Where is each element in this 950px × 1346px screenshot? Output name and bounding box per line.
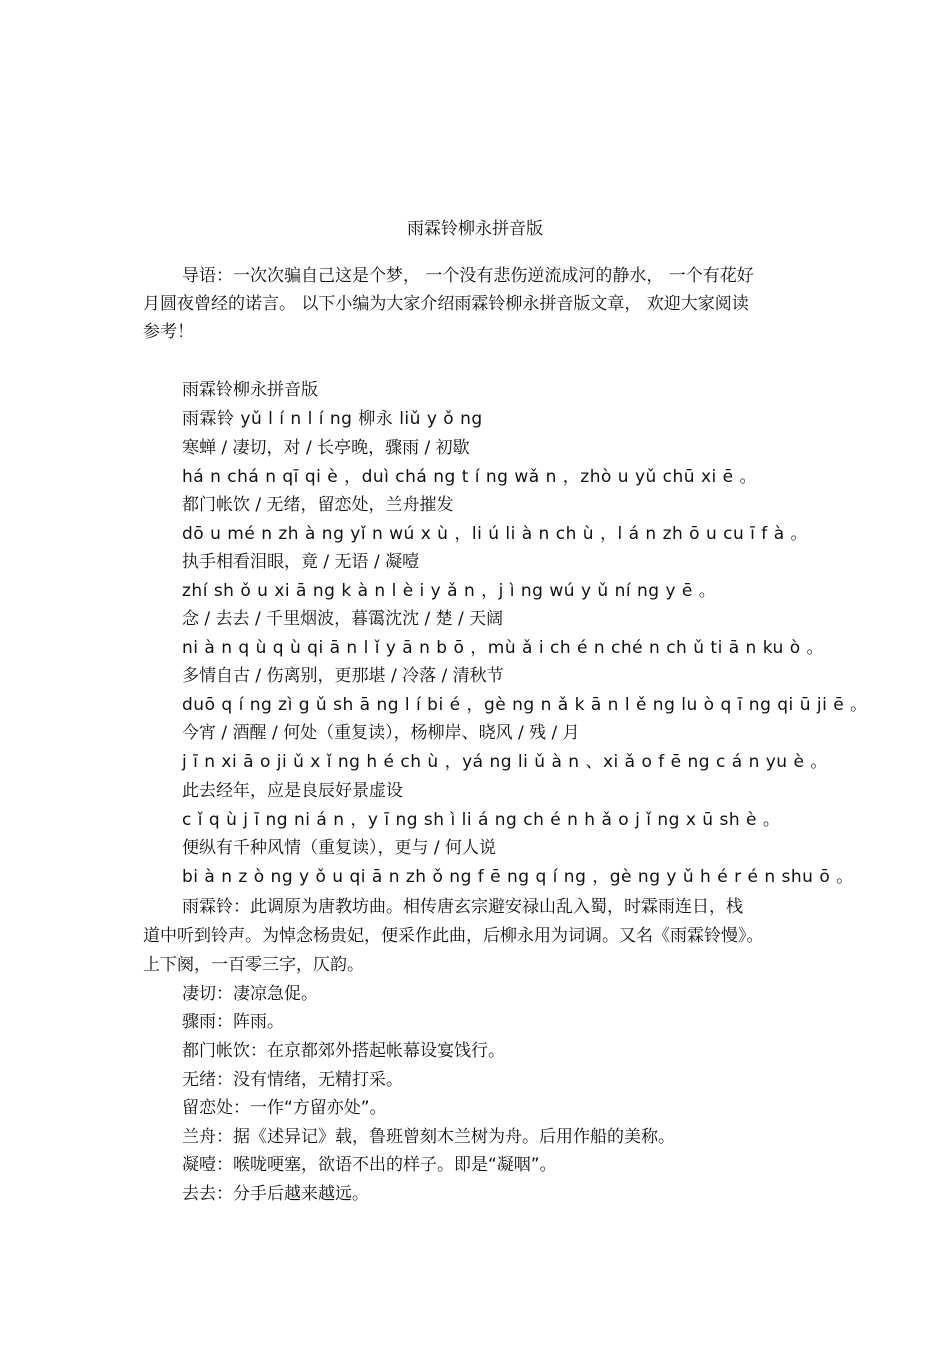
- poem-line-4: 念 / 去去 / 千里烟波，暮霭沈沈 / 楚 / 天阔: [182, 609, 504, 629]
- note-5: 留恋处：一作“方留亦处”。: [182, 1098, 387, 1118]
- note-4: 无绪：没有情绪，无精打采。: [182, 1070, 403, 1090]
- poem-title-pinyin: 雨霖铃 yǔ l í n l í ng 柳永 liǔ y ǒ ng: [182, 409, 483, 429]
- note-6: 兰舟：据《述异记》载，鲁班曾刻木兰树为舟。后用作船的美称。: [182, 1127, 675, 1147]
- note-intro-line-2: 道中听到铃声。为悼念杨贵妃，便采作此曲，后柳永用为词调。又名《雨霖铃慢》。: [143, 926, 764, 946]
- poem-line-1: 寒蝉 / 凄切，对 / 长亭晚，骤雨 / 初歇: [182, 438, 470, 458]
- poem-pinyin-3: zhí sh ǒ u xi ā ng k à n l è i y ǎ n ，j ì ng wú y ǔ ní ng y ē 。: [182, 581, 717, 601]
- poem-line-3: 执手相看泪眼，竟 / 无语 / 凝噎: [182, 552, 420, 572]
- note-2: 骤雨：阵雨。: [182, 1012, 284, 1032]
- poem-pinyin-2: dō u mé n zh à ng yǐ n wú x ù ，li ú li à n ch ù ，l á n zh ō u cu ī f à 。: [182, 524, 809, 544]
- intro-line-2: 月圆夜曾经的诺言。 以下小编为大家介绍雨霖铃柳永拼音版文章， 欢迎大家阅读: [143, 294, 749, 314]
- note-3: 都门帐饮：在京都郊外搭起帐幕设宴饯行。: [182, 1041, 505, 1061]
- poem-pinyin-1: há n chá n qī qi è ，duì chá ng t í ng wǎ n ，zhò u yǔ chū xi ē 。: [182, 467, 758, 487]
- poem-pinyin-6: j ī n xi ā o ji ǔ x ǐ ng h é ch ù ，yá ng li ǔ à n 、xi ǎ o f ē ng c á n yu è 。: [182, 752, 828, 772]
- poem-pinyin-7: c ǐ q ù j ī ng ni á n ，y ī ng sh ì li á ng ch é n h ǎ o j ǐ ng x ū sh è 。: [182, 810, 781, 830]
- poem-line-5: 多情自古 / 伤离别，更那堪 / 冷落 / 清秋节: [182, 666, 504, 686]
- poem-pinyin-4: ni à n q ù q ù qi ā n l ǐ y ā n b ō ，mù ǎ i ch é n ché n ch ǔ ti ā n ku ò 。: [182, 638, 824, 658]
- intro-line-3: 参考！: [143, 322, 194, 342]
- note-1: 凄切：凄凉急促。: [182, 984, 318, 1004]
- note-7: 凝噎：喉咙哽塞，欲语不出的样子。即是“凝咽”。: [182, 1155, 557, 1175]
- poem-pinyin-8: bi à n z ò ng y ǒ u qi ā n zh ǒ ng f ē ng q í ng ，gè ng y ǔ h é r é n shu ō 。: [182, 867, 854, 887]
- note-8: 去去：分手后越来越远。: [182, 1184, 369, 1204]
- intro-line-1: 导语：一次次骗自己这是个梦， 一个没有悲伤逆流成河的静水， 一个有花好: [182, 266, 754, 286]
- poem-line-6: 今宵 / 酒醒 / 何处（重复读），杨柳岸、晓风 / 残 / 月: [182, 723, 580, 743]
- document-title: 雨霖铃柳永拼音版: [407, 219, 543, 239]
- poem-line-2: 都门帐饮 / 无绪，留恋处，兰舟摧发: [182, 495, 454, 515]
- note-intro-line-3: 上下阕，一百零三字，仄韵。: [143, 955, 364, 975]
- poem-pinyin-5: duō q í ng zì g ǔ sh ā ng l í bi é ，gè ng n ǎ k ā n l ě ng lu ò q ī ng qi ū ji ē 。: [182, 695, 868, 715]
- poem-heading: 雨霖铃柳永拼音版: [182, 380, 318, 400]
- note-intro-line-1: 雨霖铃：此调原为唐教坊曲。相传唐玄宗避安禄山乱入蜀，时霖雨连日，栈: [182, 897, 743, 917]
- poem-line-8: 便纵有千种风情（重复读），更与 / 何人说: [182, 838, 497, 858]
- poem-line-7: 此去经年，应是良辰好景虚设: [182, 781, 403, 801]
